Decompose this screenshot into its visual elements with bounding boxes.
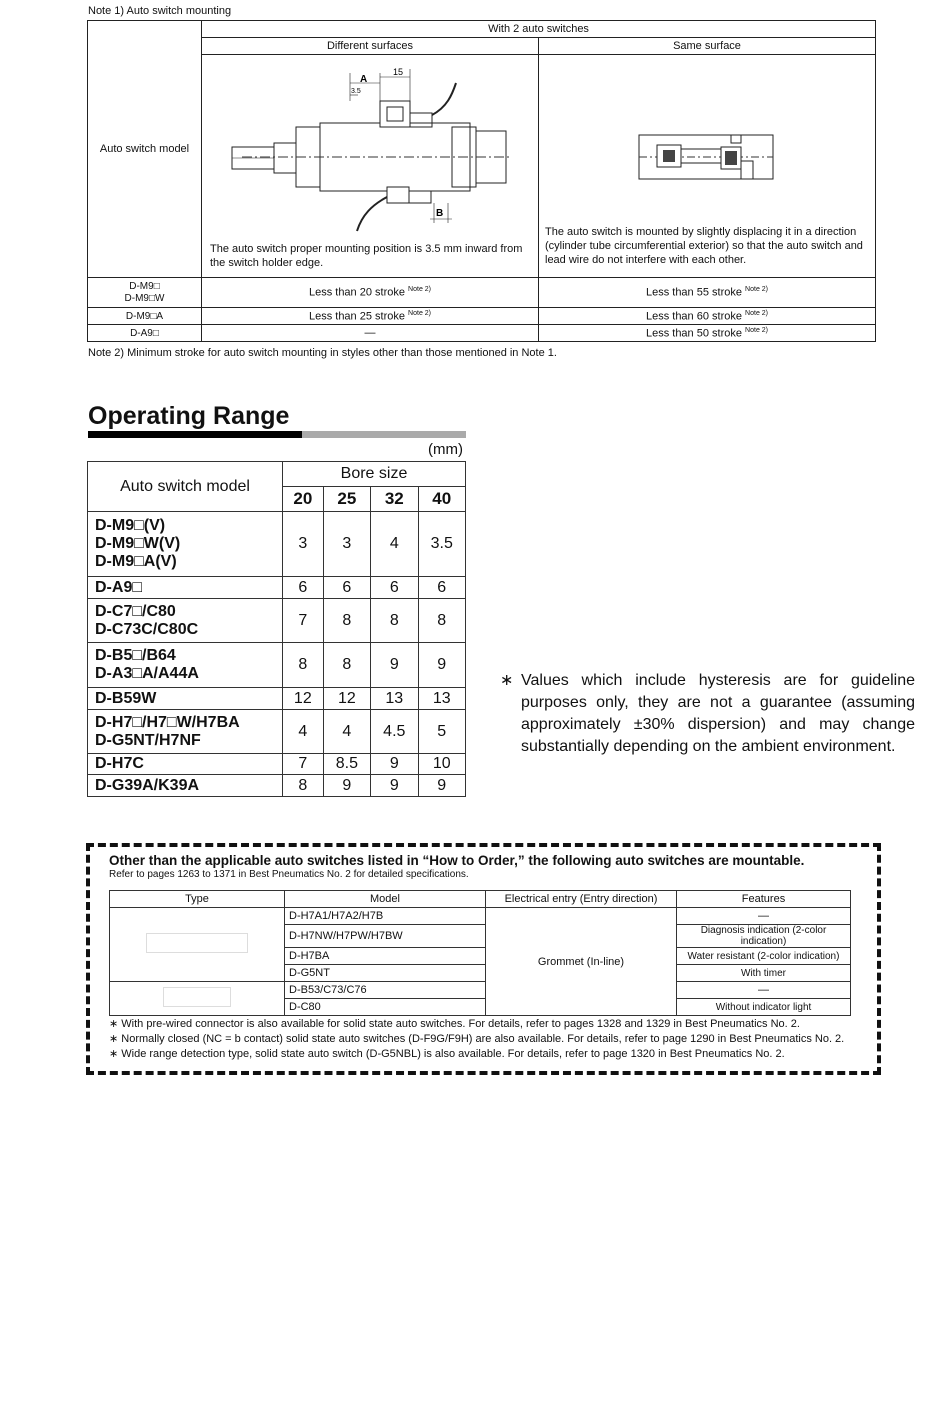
col-type: Type — [110, 891, 285, 908]
model-m9a: D-M9□A — [88, 308, 202, 325]
bore-20: 20 — [283, 487, 324, 512]
value-cell: 3.5 — [418, 512, 465, 577]
value-cell: 10 — [418, 754, 465, 775]
table-row-model: D-B5□/B64 D-A3□A/A44A — [88, 643, 283, 688]
different-surfaces-cell — [202, 55, 539, 278]
table-row-model: D-M9□(V) D-M9□W(V) D-M9□A(V) — [88, 512, 283, 577]
same-surface-diagram — [539, 55, 875, 225]
with-two-switches-header: With 2 auto switches — [202, 21, 876, 38]
value-cell: 9 — [418, 775, 465, 797]
dim-a-label: A — [360, 74, 368, 85]
dim-b-label: B — [436, 208, 444, 219]
value-cell: 9 — [371, 775, 418, 797]
operating-range-title: Operating Range — [88, 402, 290, 430]
same-surface-cell — [539, 55, 876, 278]
note1: Note 1) Auto switch mounting — [88, 5, 232, 17]
unit-label: (mm) — [428, 441, 463, 458]
different-surfaces-diagram — [202, 55, 538, 240]
value-cell: 12 — [283, 688, 324, 710]
value-cell: 8 — [283, 775, 324, 797]
hysteresis-note — [500, 670, 915, 758]
value-cell: 13 — [418, 688, 465, 710]
dim-35-label: 3.5 — [351, 88, 361, 95]
value-cell: 4.5 — [371, 710, 418, 754]
note2: Note 2) Minimum stroke for auto switch mounting in styles other than those mentioned in Note 1. — [88, 347, 557, 359]
value-cell: 7 — [283, 599, 324, 643]
different-surfaces-header: Different surfaces — [202, 38, 539, 55]
value-cell: 3 — [283, 512, 324, 577]
feature-cell: — — [677, 982, 851, 999]
other-switches-heading: Other than the applicable auto switches listed in “How to Order,” the following auto switches are mountable. — [109, 853, 805, 868]
value-cell: 8 — [323, 643, 370, 688]
model-m9: D-M9□ D-M9□W — [88, 278, 202, 308]
stroke-cell: Less than 50 stroke $^{Note 2)}$ — [539, 325, 876, 342]
stroke-cell: Less than 55 stroke $^{Note 2)}$ — [539, 278, 876, 308]
same-surface-description: The auto switch is mounted by slightly displacing it in a direction (cylinder tube circumferential exterior) so that the auto switch and lead wire do not interfere with each other. — [545, 226, 863, 266]
bore-32: 32 — [371, 487, 418, 512]
other-switches-table — [109, 890, 851, 1016]
electrical-entry-cell: Grommet (In-line) — [486, 908, 677, 1016]
table-row-model: D-G39A/K39A — [88, 775, 283, 797]
col-electrical-entry: Electrical entry (Entry direction) — [486, 891, 677, 908]
value-cell: 12 — [323, 688, 370, 710]
table-row-model: D-C7□/C80 D-C73C/C80C — [88, 599, 283, 643]
type-redacted-label — [146, 933, 248, 953]
model-cell: D-H7BA — [285, 948, 486, 965]
type-solid-state — [110, 908, 285, 982]
value-cell: 6 — [418, 577, 465, 599]
model-cell: D-C80 — [285, 999, 486, 1016]
bore-25: 25 — [323, 487, 370, 512]
footnote-3: ∗ Wide range detection type, solid state auto switch (D-G5NBL) is also available. For details, refer to page 1320 in Best Pneumatics No. 2. — [109, 1048, 785, 1060]
header-auto-switch-model: Auto switch model — [88, 462, 283, 512]
value-cell: 5 — [418, 710, 465, 754]
table-row-model: D-B59W — [88, 688, 283, 710]
feature-cell: — — [677, 908, 851, 925]
value-cell: 6 — [283, 577, 324, 599]
dim-15-label: 15 — [393, 67, 404, 77]
value-cell: 4 — [371, 512, 418, 577]
asterisk-mark: ∗ — [500, 672, 514, 689]
value-cell: 8 — [371, 599, 418, 643]
col-model: Model — [285, 891, 486, 908]
value-cell: 9 — [323, 775, 370, 797]
value-cell: 3 — [323, 512, 370, 577]
value-cell: 4 — [323, 710, 370, 754]
model-cell: D-H7A1/H7A2/H7B — [285, 908, 486, 925]
value-cell: 8.5 — [323, 754, 370, 775]
table-row-model: D-A9□ — [88, 577, 283, 599]
value-cell: 8 — [323, 599, 370, 643]
feature-cell: Water resistant (2-color indication) — [677, 948, 851, 965]
hysteresis-note-text: Values which include hysteresis are for guideline purposes only, they are not a guarantee (assuming approximately ±30% dispersion) and may change substantially depending on the ambient environment. — [521, 672, 915, 755]
col-features: Features — [677, 891, 851, 908]
mounting-table — [87, 20, 876, 342]
value-cell: 6 — [323, 577, 370, 599]
type-redacted-label — [163, 987, 231, 1007]
title-underline — [88, 431, 466, 438]
model-cell: D-G5NT — [285, 965, 486, 982]
different-surfaces-description: The auto switch proper mounting position is 3.5 mm inward from the switch holder edge. — [210, 243, 523, 269]
value-cell: 8 — [418, 599, 465, 643]
bore-40: 40 — [418, 487, 465, 512]
type-reed — [110, 982, 285, 1016]
footnote-2: ∗ Normally closed (NC = b contact) solid state auto switches (D-F9G/F9H) are also available. For details, refer to page 1290 in Best Pneumatics No. 2. — [109, 1033, 845, 1045]
value-cell: 9 — [371, 754, 418, 775]
stroke-cell: Less than 20 stroke $^{Note 2)}$ — [202, 278, 539, 308]
stroke-cell: Less than 25 stroke $^{Note 2)}$ — [202, 308, 539, 325]
model-cell: D-H7NW/H7PW/H7BW — [285, 925, 486, 948]
feature-cell: With timer — [677, 965, 851, 982]
model-cell: D-B53/C73/C76 — [285, 982, 486, 999]
same-surface-header: Same surface — [539, 38, 876, 55]
value-cell: 4 — [283, 710, 324, 754]
feature-cell: Diagnosis indication (2-color indication) — [677, 925, 851, 948]
row-header-auto-switch-model: Auto switch model — [88, 21, 202, 278]
other-switches-subheading: Refer to pages 1263 to 1371 in Best Pneumatics No. 2 for detailed specifications. — [109, 869, 469, 880]
header-bore-size: Bore size — [283, 462, 466, 487]
stroke-cell: — — [202, 325, 539, 342]
table-row-model: D-H7C — [88, 754, 283, 775]
stroke-cell: Less than 60 stroke $^{Note 2)}$ — [539, 308, 876, 325]
model-a9: D-A9□ — [88, 325, 202, 342]
value-cell: 9 — [371, 643, 418, 688]
value-cell: 7 — [283, 754, 324, 775]
value-cell: 9 — [418, 643, 465, 688]
table-row-model: D-H7□/H7□W/H7BA D-G5NT/H7NF — [88, 710, 283, 754]
value-cell: 6 — [371, 577, 418, 599]
value-cell: 8 — [283, 643, 324, 688]
value-cell: 13 — [371, 688, 418, 710]
operating-range-table — [87, 461, 466, 797]
footnote-1: ∗ With pre-wired connector is also available for solid state auto switches. For details, refer to pages 1328 and 1329 in Best Pneumatics No. 2. — [109, 1018, 800, 1030]
feature-cell: Without indicator light — [677, 999, 851, 1016]
